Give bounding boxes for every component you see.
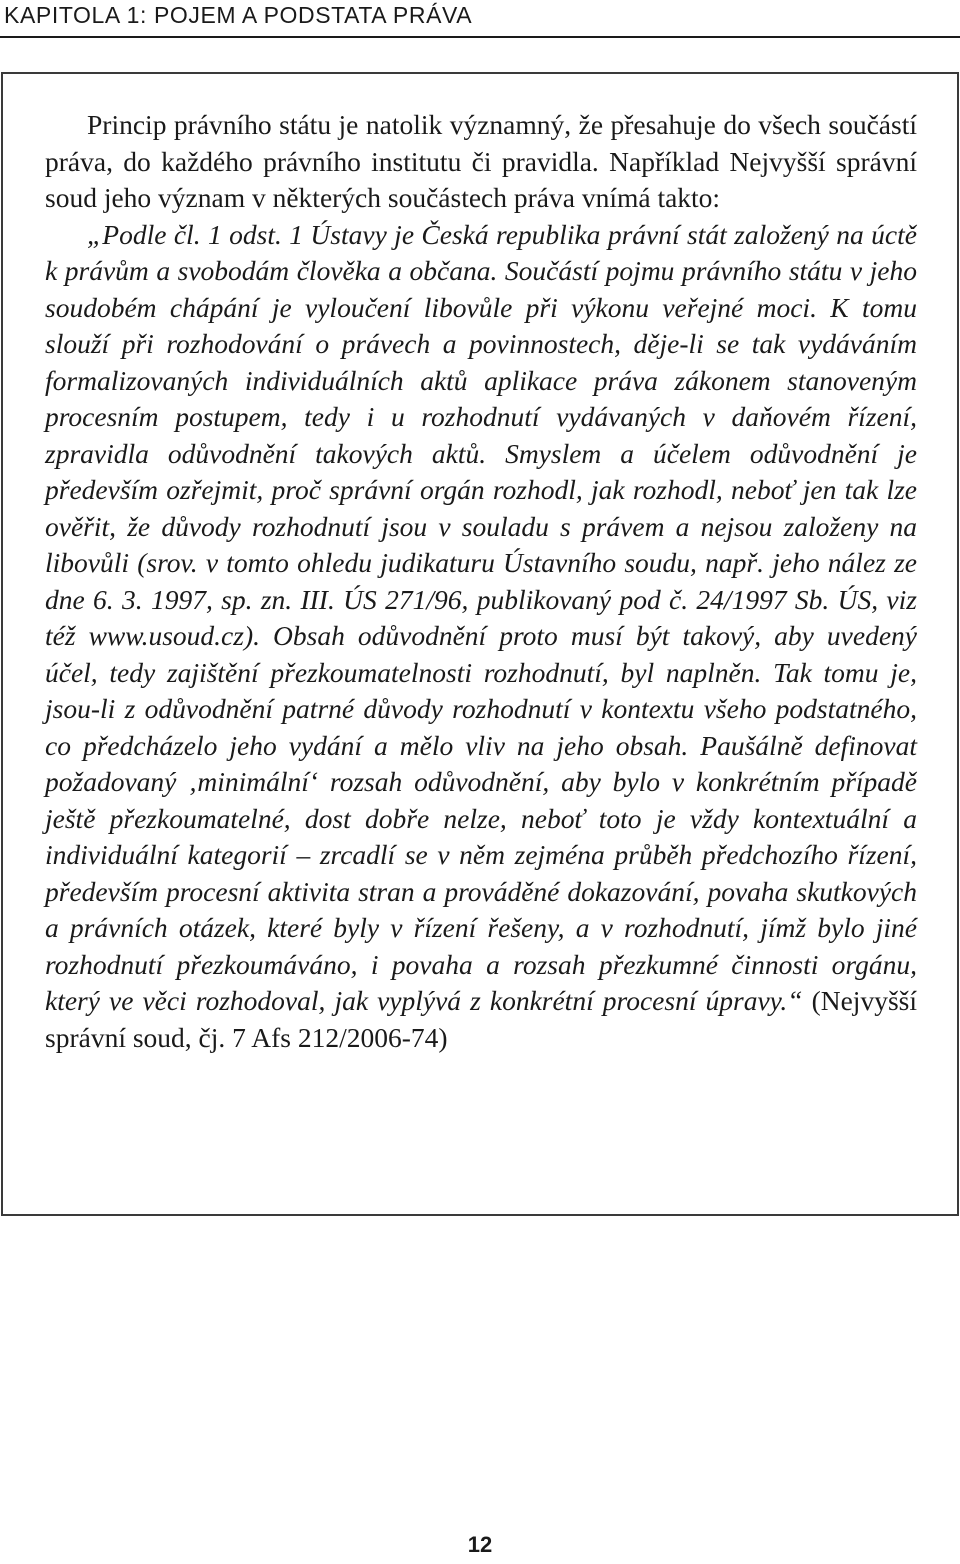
quote-citation: (Nejvyšší správní soud, čj. 7 Afs 212/2006-74) <box>45 985 917 1053</box>
intro-paragraph: Princip právního státu je natolik významný, že přesahuje do všech součástí práva, do každého právního institutu či pravidla. Například Nejvyšší správní soud jeho význam v některých součástech práva vnímá takto: <box>45 109 917 213</box>
running-header <box>0 0 960 38</box>
chapter-title: KAPITOLA 1: POJEM A PODSTATA PRÁVA <box>4 2 473 28</box>
box-text <box>45 107 917 1056</box>
quotation-box <box>1 72 959 1216</box>
page-number: 12 <box>467 1532 493 1557</box>
court-quote-paragraph <box>45 217 917 1057</box>
court-quote-text: „Podle čl. 1 odst. 1 Ústavy je Česká republika právní stát založený na úctě k právům a svobodám člověka a občana. Součástí pojmu právního státu v jeho soudobém chápání je vyloučení libovůle při výkonu veřejné moci. K tomu slouží při rozhodování o právech a povinnostech, děje-li se tak vydáváním formalizovaných individuálních aktů aplikace práva zákonem stanoveným procesním postupem, tedy i u rozhodnutí vydávaných v daňovém řízení, zpravidla odůvodnění takových aktů. Smyslem a účelem odůvodnění je především ozřejmit, proč správní orgán rozhodl, jak rozhodl, neboť jen tak lze ověřit, že důvody rozhodnutí jsou v souladu s právem a nejsou založeny na libovůli (srov. v tomto ohledu judikaturu Ústavního soudu, např. jeho nález ze dne 6. 3. 1997, sp. zn. III. ÚS 271/96, publikovaný pod č. 24/1997 Sb. ÚS, viz též www.usoud.cz). Obsah odůvodnění proto musí být takový, aby uvedený účel, tedy zajištění přezkoumatelnosti rozhodnutí, byl naplněn. Tak tomu je, jsou-li z odůvodnění patrné důvody rozhodnutí v kontextu všeho podstatného, co předcházelo jeho vydání a mělo vliv na jeho obsah. Paušálně definovat požadovaný ‚minimální‘ rozsah odůvodnění, aby bylo v konkrétním případě ještě přezkoumatelné, dost dobře nelze, neboť toto je vždy kontextuální a individuální kategorií – zrcadlí se v něm zejména průběh předchozího řízení, především procesní aktivita stran a prováděné dokazování, povaha skutkových a právních otázek, které byly v řízení řešeny, a v rozhodnutí, jímž bylo jiné rozhodnutí přezkoumáváno, i povaha a rozsah přezkumné činnosti orgánu, který ve věci rozhodoval, jak vyplývá z konkrétní procesní úpravy.“ <box>45 218 917 1016</box>
